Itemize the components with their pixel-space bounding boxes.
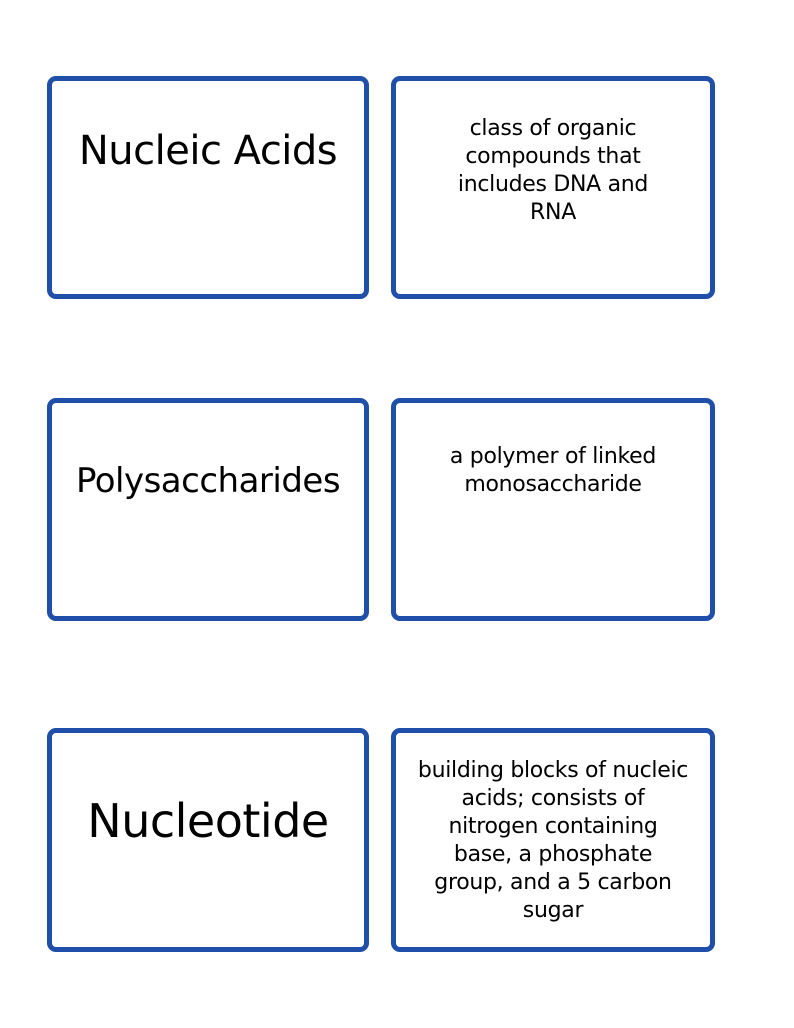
flashcard-definition-3	[391, 728, 715, 952]
definition-line: RNA	[530, 200, 576, 225]
definition-line: a polymer of linked	[449, 444, 657, 469]
definition-line: group, and a 5 carbon	[434, 870, 672, 895]
flashcard-term-3	[47, 728, 369, 952]
term-text: Polysaccharides	[75, 461, 341, 501]
definition-line: base, a phosphate	[453, 842, 653, 867]
definition-line: class of organic	[469, 116, 637, 141]
flashcard-definition-2	[391, 398, 715, 621]
definition-line: sugar	[522, 898, 584, 923]
definition-line: nitrogen containing	[448, 814, 658, 839]
definition-line: monosaccharide	[464, 472, 642, 497]
flashcard-term-1	[47, 76, 369, 299]
definition-line: building blocks of nucleic	[417, 758, 689, 783]
term-text: Nucleic Acids	[78, 128, 338, 174]
definition-text	[400, 443, 706, 499]
definition-text	[400, 115, 706, 227]
definition-line: includes DNA and	[457, 172, 649, 197]
definition-line: acids; consists of	[461, 786, 645, 811]
term-text: Nucleotide	[87, 794, 329, 848]
flashcard-definition-1	[391, 76, 715, 299]
definition-text	[400, 757, 706, 925]
definition-line: compounds that	[465, 144, 641, 169]
flashcard-term-2	[47, 398, 369, 621]
